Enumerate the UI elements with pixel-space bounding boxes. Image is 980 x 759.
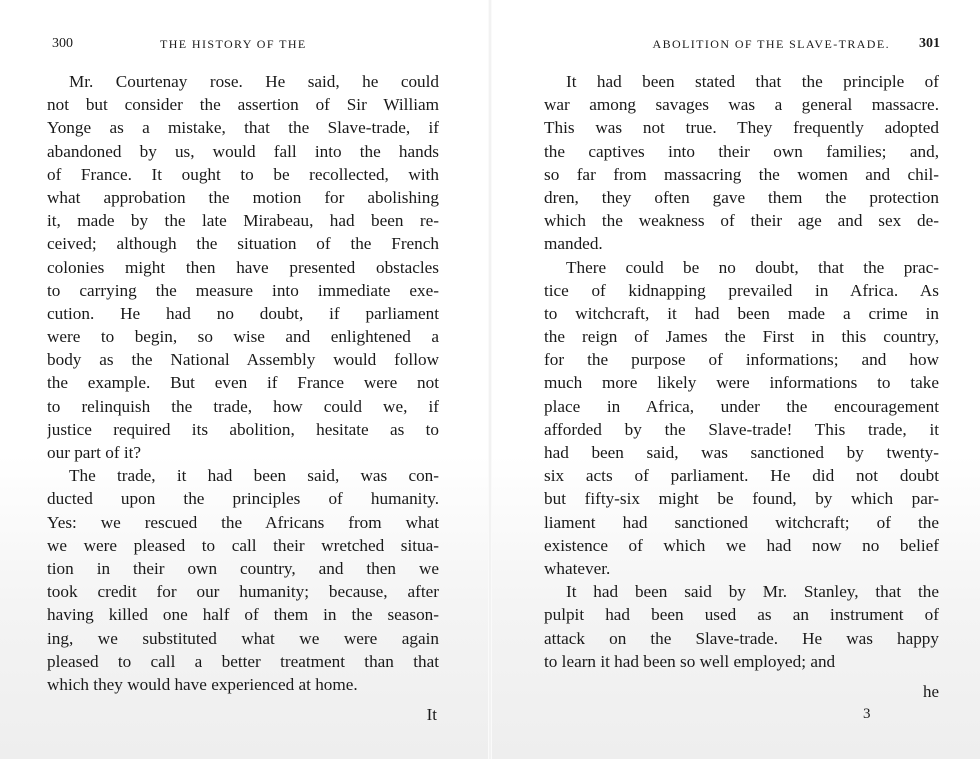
left-page-header bbox=[52, 36, 442, 56]
left-catchword: It bbox=[426, 705, 437, 724]
text-line: This was not true. They frequently adopted bbox=[544, 118, 939, 138]
text-line: attack on the Slave-trade. He was happy bbox=[544, 628, 939, 648]
text-line: colonies might then have presented obstacles bbox=[47, 257, 439, 277]
left-page-number: 300 bbox=[52, 36, 73, 51]
text-line: liament had sanctioned witchcraft; of the bbox=[544, 512, 939, 532]
right-page-body bbox=[544, 70, 939, 673]
text-line: justice required its abolition, hesitate as to bbox=[47, 419, 439, 439]
text-line: were to begin, so wise and enlightened a bbox=[47, 327, 439, 347]
text-line: It had been stated that the principle of bbox=[566, 72, 939, 91]
text-line: It had been said by Mr. Stanley, that the bbox=[566, 582, 939, 602]
text-line: for the purpose of informations; and how bbox=[544, 350, 939, 370]
text-line: which the weakness of their age and sex de- bbox=[544, 211, 939, 231]
text-line: tice of kidnapping prevailed in Africa. As bbox=[544, 280, 939, 300]
text-line: war among savages was a general massacre. bbox=[544, 95, 939, 115]
text-line: much more likely were informations to take bbox=[544, 373, 939, 393]
left-page-body bbox=[47, 70, 439, 696]
text-line: to witchcraft, it had been made a crime in bbox=[544, 303, 939, 323]
right-catchword: he bbox=[922, 682, 939, 701]
text-line: pulpit had been used as an instrument of bbox=[544, 605, 939, 625]
text-line: Mr. Courtenay rose. He said, he could bbox=[69, 72, 439, 91]
text-line: manded. bbox=[544, 234, 603, 254]
text-line: our part of it? bbox=[47, 443, 142, 462]
text-line: not but consider the assertion of Sir William bbox=[47, 95, 439, 115]
text-line: The trade, it had been said, was con- bbox=[69, 466, 439, 486]
left-running-head: THE HISTORY OF THE bbox=[160, 37, 307, 51]
text-line: the captives into their own families; and, bbox=[544, 141, 939, 161]
text-line: afforded by the Slave-trade! This trade, it bbox=[544, 419, 939, 439]
text-line: we were pleased to call their wretched situa- bbox=[47, 535, 439, 555]
text-line: ceived; although the situation of the French bbox=[47, 234, 439, 254]
text-line: dren, they often gave them the protection bbox=[544, 187, 939, 207]
right-page-header bbox=[600, 36, 940, 56]
text-line: to learn it had been so well employed; and bbox=[544, 651, 836, 671]
text-line: the example. But even if France were not bbox=[47, 373, 439, 393]
text-line: cution. He had no doubt, if parliament bbox=[47, 303, 439, 323]
text-line: body as the National Assembly would follow bbox=[47, 350, 439, 370]
text-line: took credit for our humanity; because, after bbox=[47, 582, 439, 602]
text-line: but fifty-six might be found, by which par- bbox=[544, 489, 939, 509]
text-line: ing, we substituted what we were again bbox=[47, 628, 439, 648]
text-line: six acts of parliament. He did not doubt bbox=[544, 466, 939, 486]
text-line: existence of which we had now no belief bbox=[544, 535, 939, 555]
text-line: having killed one half of them in the season- bbox=[47, 605, 439, 625]
text-line: to relinquish the trade, how could we, if bbox=[47, 396, 439, 416]
text-line: abandoned by us, would fall into the hands bbox=[47, 141, 439, 161]
text-line: Yonge as a mistake, that the Slave-trade, if bbox=[47, 118, 439, 138]
right-running-head: ABOLITION OF THE SLAVE-TRADE. bbox=[652, 37, 890, 51]
text-line: had been said, was sanctioned by twenty- bbox=[544, 443, 939, 462]
text-line: place in Africa, under the encouragement bbox=[544, 396, 939, 416]
text-line: Yes: we rescued the Africans from what bbox=[47, 512, 439, 532]
text-line: which they would have experienced at home. bbox=[47, 674, 358, 694]
text-line: of France. It ought to be recollected, with bbox=[47, 164, 439, 184]
text-line: the reign of James the First in this country, bbox=[544, 327, 939, 347]
text-line: tion in their own country, and then we bbox=[47, 558, 439, 578]
text-line: whatever. bbox=[544, 558, 611, 578]
text-line: There could be no doubt, that the prac- bbox=[566, 257, 939, 277]
text-line: ducted upon the principles of humanity. bbox=[47, 489, 439, 509]
text-line: pleased to call a better treatment than that bbox=[47, 651, 439, 671]
right-page-number: 301 bbox=[919, 36, 940, 51]
text-line: so far from massacring the women and chil- bbox=[544, 164, 939, 184]
right-page bbox=[490, 0, 980, 759]
text-line: what approbation the motion for abolishing bbox=[47, 187, 439, 207]
text-line: it, made by the late Mirabeau, had been re- bbox=[47, 211, 439, 231]
text-line: to carrying the measure into immediate exe- bbox=[47, 280, 439, 300]
signature-mark: 3 bbox=[863, 706, 871, 722]
